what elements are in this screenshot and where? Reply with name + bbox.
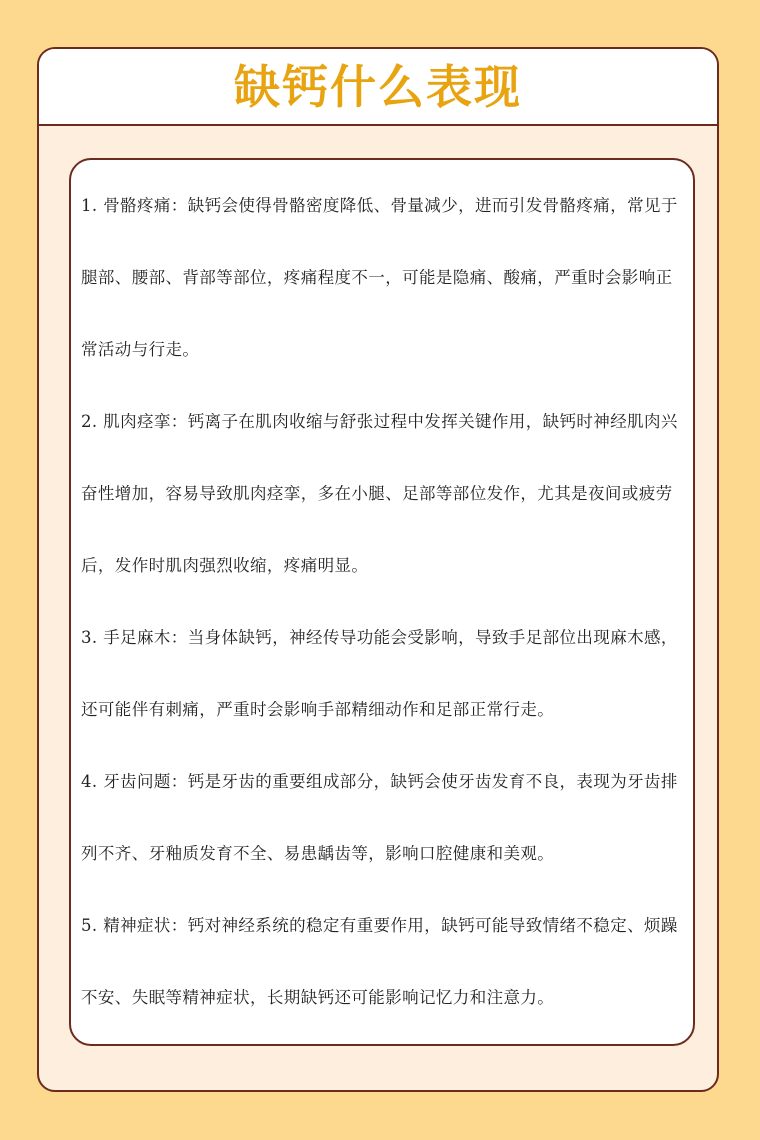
item-text: 肌肉痉挛：钙离子在肌肉收缩与舒张过程中发挥关键作用，缺钙时神经肌肉兴奋性增加，容易导致肌肉痉挛，多在小腿、足部等部位发作，尤其是夜间或疲劳后，发作时肌肉强烈收缩，疼痛明显。 [81,412,678,575]
list-item [81,890,679,1034]
card-header [39,49,717,126]
item-text: 手足麻木：当身体缺钙，神经传导功能会受影响，导致手足部位出现麻木感，还可能伴有刺痛，严重时会影响手部精细动作和足部正常行走。 [81,628,678,719]
list-item [81,746,679,890]
list-item [81,602,679,746]
list-item [81,170,679,386]
page-title: 缺钙什么表现 [234,59,522,114]
info-card [37,47,719,1092]
item-number: 1. [81,196,98,215]
item-text: 牙齿问题：钙是牙齿的重要组成部分，缺钙会使牙齿发育不良，表现为牙齿排列不齐、牙釉质发育不全、易患龋齿等，影响口腔健康和美观。 [81,772,678,863]
item-number: 4. [81,772,98,791]
symptom-list [81,170,679,1034]
item-text: 骨骼疼痛：缺钙会使得骨骼密度降低、骨量减少，进而引发骨骼疼痛，常见于腿部、腰部、背部等部位，疼痛程度不一，可能是隐痛、酸痛，严重时会影响正常活动与行走。 [81,196,678,359]
list-item [81,386,679,602]
content-panel [69,158,695,1046]
item-number: 2. [81,412,98,431]
item-number: 5. [81,916,98,935]
item-text: 精神症状：钙对神经系统的稳定有重要作用，缺钙可能导致情绪不稳定、烦躁不安、失眠等精神症状，长期缺钙还可能影响记忆力和注意力。 [81,916,678,1007]
item-number: 3. [81,628,98,647]
